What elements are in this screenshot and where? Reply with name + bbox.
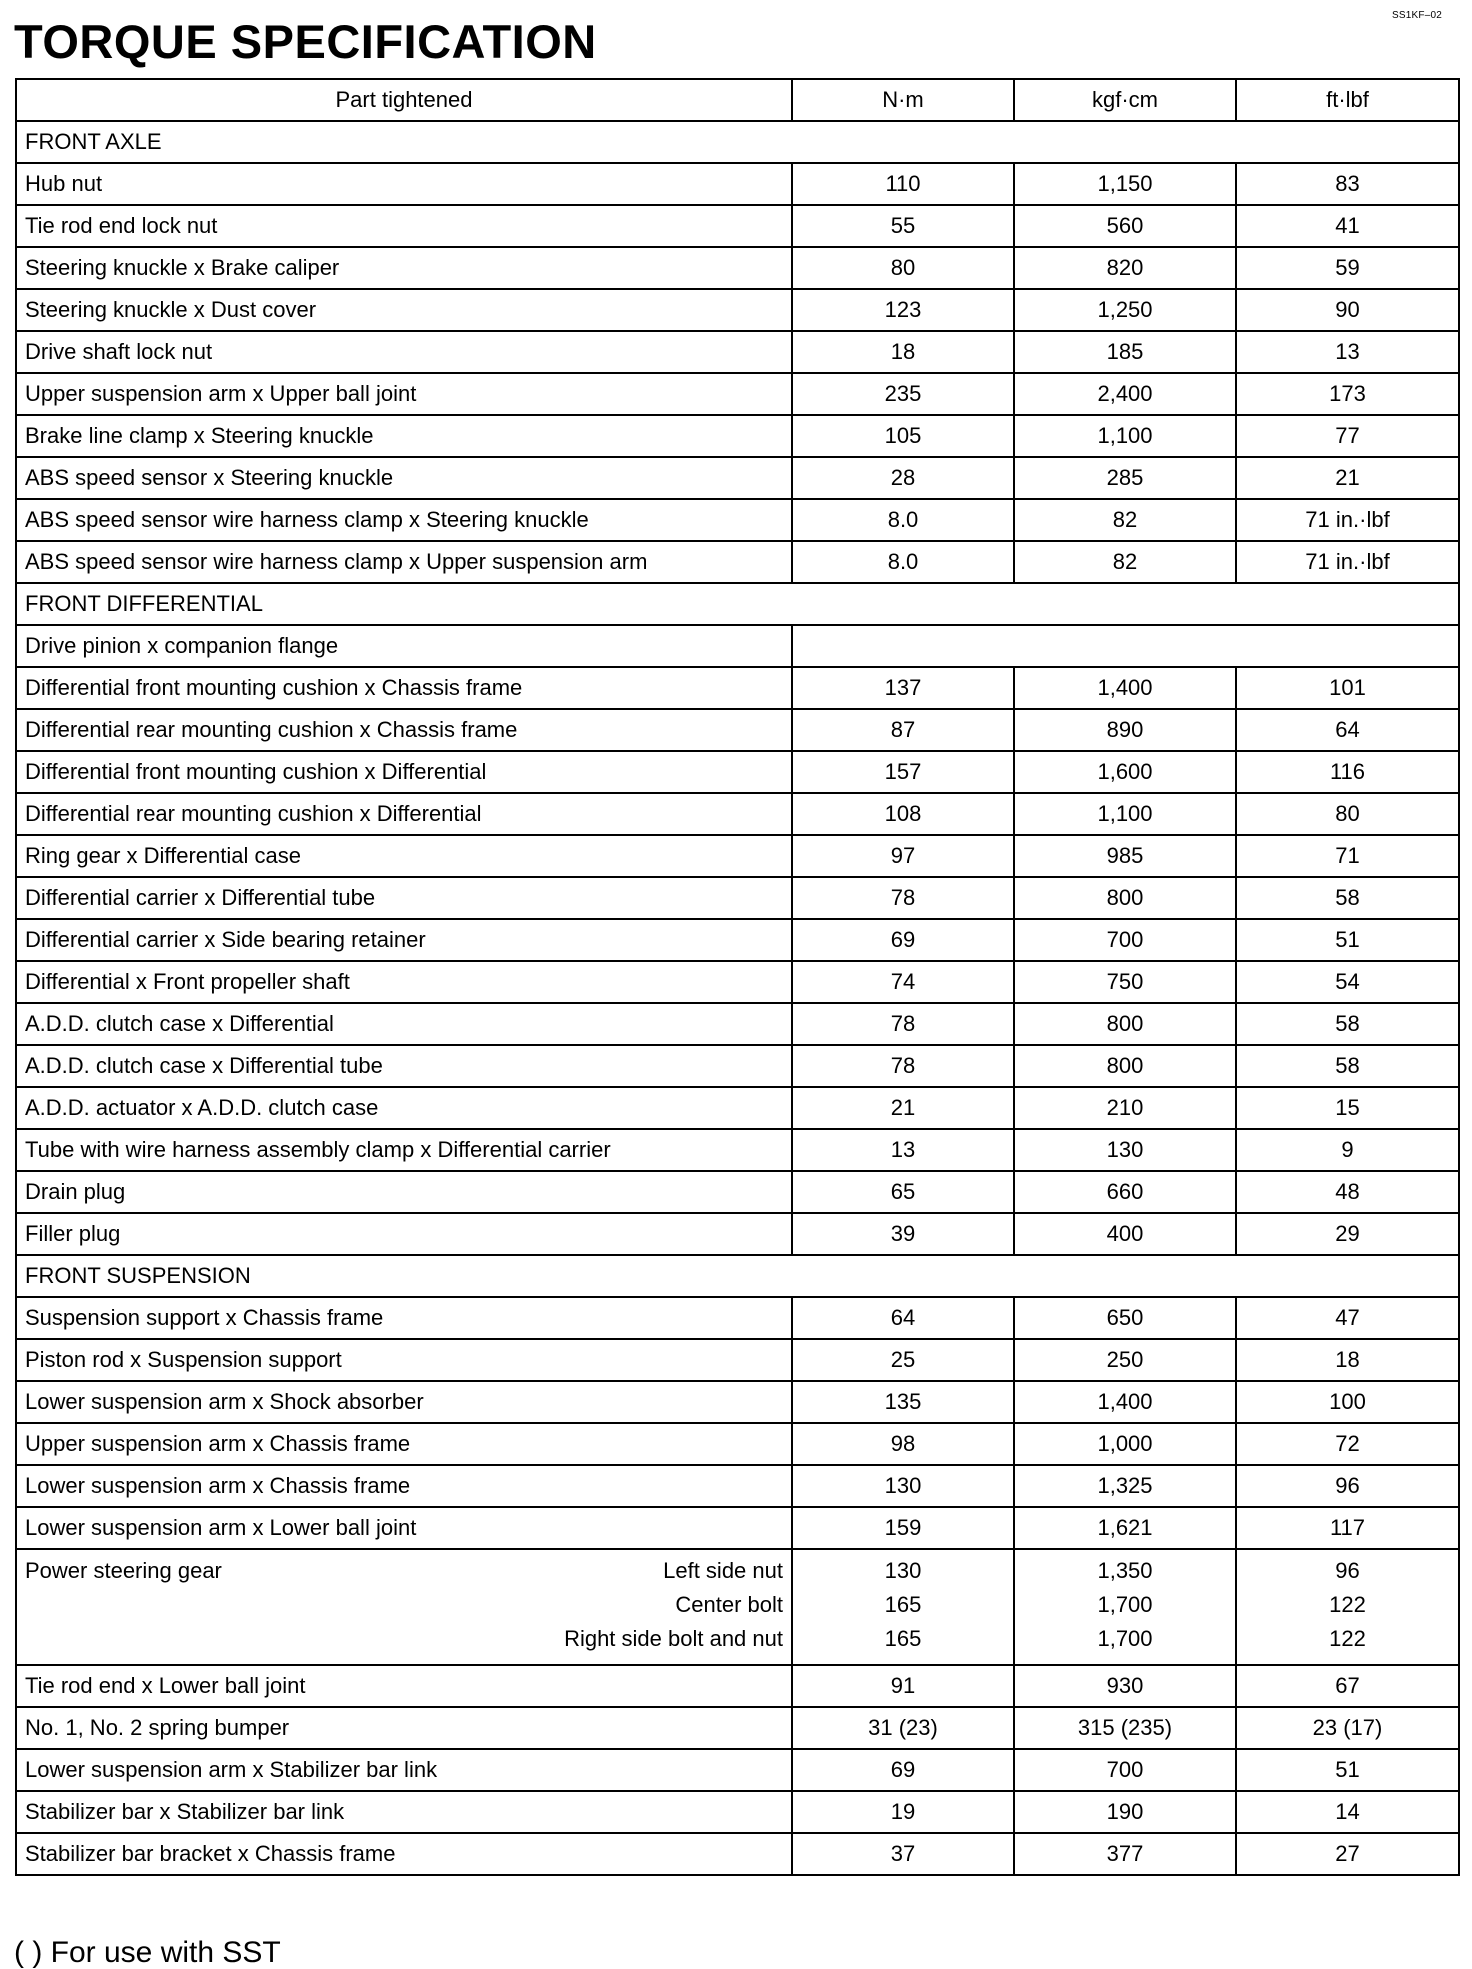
table-row	[16, 751, 1459, 793]
section-title: FRONT DIFFERENTIAL	[16, 583, 1459, 625]
kgf-cell: 700	[1014, 919, 1236, 961]
kgf-cell: 1,621	[1014, 1507, 1236, 1549]
nm-cell: 105	[792, 415, 1014, 457]
section-title: FRONT AXLE	[16, 121, 1459, 163]
kgf-cell: 250	[1014, 1339, 1236, 1381]
table-row	[16, 457, 1459, 499]
part-cell: Ring gear x Differential case	[16, 835, 792, 877]
header-part-tightened: Part tightened	[16, 79, 792, 121]
kgf-cell: 1,100	[1014, 793, 1236, 835]
part-cell: ABS speed sensor wire harness clamp x Upper suspension arm	[16, 541, 792, 583]
kgf-cell: 377	[1014, 1833, 1236, 1875]
part-cell: Steering knuckle x Brake caliper	[16, 247, 792, 289]
nm-cell: 98	[792, 1423, 1014, 1465]
table-row	[16, 1339, 1459, 1381]
table-row	[16, 331, 1459, 373]
table-header-row	[16, 79, 1459, 121]
kgf-cell: 1,100	[1014, 415, 1236, 457]
ft-cell: 9	[1236, 1129, 1459, 1171]
ft-cell: 14	[1236, 1791, 1459, 1833]
header-ft-lbf: ft·lbf	[1236, 79, 1459, 121]
nm-cell: 110	[792, 163, 1014, 205]
kgf-value: 1,700	[1097, 1626, 1153, 1651]
nm-cell: 78	[792, 1045, 1014, 1087]
part-cell: Differential front mounting cushion x Differential	[16, 751, 792, 793]
kgf-cell: 820	[1014, 247, 1236, 289]
table-row	[16, 373, 1459, 415]
page-title: TORQUE SPECIFICATION	[14, 15, 597, 68]
part-cell: Tie rod end x Lower ball joint	[16, 1665, 792, 1707]
table-row	[16, 1507, 1459, 1549]
table-row	[16, 919, 1459, 961]
nm-cell: 37	[792, 1833, 1014, 1875]
part-cell: ABS speed sensor wire harness clamp x Steering knuckle	[16, 499, 792, 541]
part-cell: Upper suspension arm x Chassis frame	[16, 1423, 792, 1465]
table-row	[16, 667, 1459, 709]
part-cell: Hub nut	[16, 163, 792, 205]
ft-cell: 29	[1236, 1213, 1459, 1255]
table-row	[16, 1423, 1459, 1465]
document-code: SS1KF–02	[1392, 10, 1442, 21]
part-cell: Upper suspension arm x Upper ball joint	[16, 373, 792, 415]
nm-cell: 39	[792, 1213, 1014, 1255]
ft-cell: 58	[1236, 1045, 1459, 1087]
nm-cell: 157	[792, 751, 1014, 793]
power-steering-label: Power steering gear	[25, 1558, 222, 1583]
part-cell: Drive shaft lock nut	[16, 331, 792, 373]
kgf-cell: 800	[1014, 877, 1236, 919]
nm-cell: 235	[792, 373, 1014, 415]
kgf-cell: 210	[1014, 1087, 1236, 1129]
ft-cell: 54	[1236, 961, 1459, 1003]
ft-cell: 27	[1236, 1833, 1459, 1875]
nm-cell: 108	[792, 793, 1014, 835]
table-row	[16, 835, 1459, 877]
table-row	[16, 541, 1459, 583]
footnote: ( ) For use with SST	[14, 1936, 281, 1969]
table-row	[16, 247, 1459, 289]
nm-cell: 25	[792, 1339, 1014, 1381]
table-row	[16, 1129, 1459, 1171]
kgf-cell: 660	[1014, 1171, 1236, 1213]
ft-cell: 77	[1236, 415, 1459, 457]
kgf-cell: 1,150	[1014, 163, 1236, 205]
nm-cell: 78	[792, 877, 1014, 919]
nm-cell: 97	[792, 835, 1014, 877]
kgf-cell: 315 (235)	[1014, 1707, 1236, 1749]
ft-cell: 100	[1236, 1381, 1459, 1423]
table-row	[16, 1791, 1459, 1833]
table-row	[16, 1833, 1459, 1875]
table-row	[16, 1003, 1459, 1045]
table-row	[16, 1749, 1459, 1791]
header-kgf-cm: kgf·cm	[1014, 79, 1236, 121]
nm-value: 165	[884, 1626, 922, 1651]
part-cell: Differential carrier x Side bearing retainer	[16, 919, 792, 961]
nm-cell: 21	[792, 1087, 1014, 1129]
part-cell	[16, 1549, 792, 1665]
kgf-cell: 800	[1014, 1045, 1236, 1087]
table-row	[16, 1465, 1459, 1507]
kgf-cell	[1014, 1549, 1236, 1665]
nm-cell: 18	[792, 331, 1014, 373]
table-row	[16, 1381, 1459, 1423]
ft-cell: 47	[1236, 1297, 1459, 1339]
ft-cell: 83	[1236, 163, 1459, 205]
sub-label: Left side nut	[663, 1558, 783, 1583]
kgf-cell: 285	[1014, 457, 1236, 499]
torque-table	[15, 78, 1460, 1876]
table-row	[16, 625, 1459, 667]
ft-cell: 80	[1236, 793, 1459, 835]
kgf-cell: 82	[1014, 541, 1236, 583]
table-row	[16, 1045, 1459, 1087]
ft-cell: 96	[1236, 1465, 1459, 1507]
part-cell: Lower suspension arm x Shock absorber	[16, 1381, 792, 1423]
kgf-cell: 930	[1014, 1665, 1236, 1707]
part-cell: Drive pinion x companion flange	[16, 625, 792, 667]
kgf-value: 1,350	[1097, 1558, 1153, 1583]
nm-cell: 80	[792, 247, 1014, 289]
table-row	[16, 877, 1459, 919]
ft-cell: 117	[1236, 1507, 1459, 1549]
kgf-cell: 890	[1014, 709, 1236, 751]
ft-cell: 48	[1236, 1171, 1459, 1213]
ft-cell: 58	[1236, 877, 1459, 919]
table-row	[16, 1297, 1459, 1339]
table-row	[16, 1213, 1459, 1255]
section-row	[16, 121, 1459, 163]
empty-value-cell	[792, 625, 1459, 667]
kgf-cell: 800	[1014, 1003, 1236, 1045]
kgf-cell: 1,325	[1014, 1465, 1236, 1507]
nm-cell: 74	[792, 961, 1014, 1003]
part-cell: Differential carrier x Differential tube	[16, 877, 792, 919]
part-cell: A.D.D. clutch case x Differential	[16, 1003, 792, 1045]
table-row	[16, 289, 1459, 331]
ft-cell: 23 (17)	[1236, 1707, 1459, 1749]
ft-cell	[1236, 1549, 1459, 1665]
nm-cell: 8.0	[792, 541, 1014, 583]
table-row	[16, 1665, 1459, 1707]
nm-cell: 64	[792, 1297, 1014, 1339]
table-row	[16, 1707, 1459, 1749]
ft-cell: 15	[1236, 1087, 1459, 1129]
table-row	[16, 415, 1459, 457]
ft-cell: 58	[1236, 1003, 1459, 1045]
ft-cell: 41	[1236, 205, 1459, 247]
table-row	[16, 709, 1459, 751]
ft-value: 122	[1329, 1626, 1366, 1651]
table-row	[16, 499, 1459, 541]
part-cell: No. 1, No. 2 spring bumper	[16, 1707, 792, 1749]
ft-cell: 51	[1236, 919, 1459, 961]
nm-cell: 28	[792, 457, 1014, 499]
part-cell: Differential front mounting cushion x Chassis frame	[16, 667, 792, 709]
ft-cell: 71 in.·lbf	[1236, 499, 1459, 541]
nm-cell: 55	[792, 205, 1014, 247]
ft-cell: 71	[1236, 835, 1459, 877]
ft-cell: 90	[1236, 289, 1459, 331]
nm-cell: 31 (23)	[792, 1707, 1014, 1749]
ft-value: 122	[1329, 1592, 1366, 1617]
kgf-cell: 1,000	[1014, 1423, 1236, 1465]
nm-cell: 13	[792, 1129, 1014, 1171]
sub-label: Right side bolt and nut	[564, 1626, 783, 1651]
part-cell: Lower suspension arm x Chassis frame	[16, 1465, 792, 1507]
part-cell: Tube with wire harness assembly clamp x Differential carrier	[16, 1129, 792, 1171]
part-cell: Filler plug	[16, 1213, 792, 1255]
kgf-cell: 1,250	[1014, 289, 1236, 331]
power-steering-gear-row	[16, 1549, 1459, 1665]
nm-cell: 19	[792, 1791, 1014, 1833]
table-row	[16, 961, 1459, 1003]
ft-cell: 51	[1236, 1749, 1459, 1791]
part-cell: Stabilizer bar bracket x Chassis frame	[16, 1833, 792, 1875]
kgf-cell: 750	[1014, 961, 1236, 1003]
part-cell: Drain plug	[16, 1171, 792, 1213]
kgf-cell: 650	[1014, 1297, 1236, 1339]
table-row	[16, 205, 1459, 247]
part-cell: A.D.D. clutch case x Differential tube	[16, 1045, 792, 1087]
part-cell: A.D.D. actuator x A.D.D. clutch case	[16, 1087, 792, 1129]
ft-cell: 116	[1236, 751, 1459, 793]
kgf-cell: 190	[1014, 1791, 1236, 1833]
nm-cell: 87	[792, 709, 1014, 751]
nm-cell: 65	[792, 1171, 1014, 1213]
header-nm: N·m	[792, 79, 1014, 121]
nm-value: 130	[884, 1558, 922, 1583]
part-cell: Differential x Front propeller shaft	[16, 961, 792, 1003]
nm-cell: 137	[792, 667, 1014, 709]
part-cell: Differential rear mounting cushion x Chassis frame	[16, 709, 792, 751]
table-row	[16, 1087, 1459, 1129]
nm-cell: 69	[792, 919, 1014, 961]
kgf-cell: 1,400	[1014, 1381, 1236, 1423]
kgf-cell: 2,400	[1014, 373, 1236, 415]
ft-cell: 18	[1236, 1339, 1459, 1381]
sub-label: Center bolt	[675, 1592, 783, 1617]
kgf-cell: 185	[1014, 331, 1236, 373]
section-row	[16, 583, 1459, 625]
ft-cell: 59	[1236, 247, 1459, 289]
part-cell: ABS speed sensor x Steering knuckle	[16, 457, 792, 499]
kgf-cell: 1,600	[1014, 751, 1236, 793]
part-cell: Stabilizer bar x Stabilizer bar link	[16, 1791, 792, 1833]
kgf-cell: 1,400	[1014, 667, 1236, 709]
nm-cell: 69	[792, 1749, 1014, 1791]
nm-cell: 159	[792, 1507, 1014, 1549]
part-cell: Suspension support x Chassis frame	[16, 1297, 792, 1339]
nm-cell: 8.0	[792, 499, 1014, 541]
nm-cell: 91	[792, 1665, 1014, 1707]
ft-cell: 72	[1236, 1423, 1459, 1465]
part-cell: Differential rear mounting cushion x Differential	[16, 793, 792, 835]
kgf-cell: 400	[1014, 1213, 1236, 1255]
table-row	[16, 1171, 1459, 1213]
nm-cell	[792, 1549, 1014, 1665]
kgf-cell: 130	[1014, 1129, 1236, 1171]
nm-cell: 130	[792, 1465, 1014, 1507]
ft-value: 96	[1335, 1558, 1360, 1583]
nm-cell: 78	[792, 1003, 1014, 1045]
part-cell: Brake line clamp x Steering knuckle	[16, 415, 792, 457]
ft-cell: 71 in.·lbf	[1236, 541, 1459, 583]
kgf-cell: 560	[1014, 205, 1236, 247]
ft-cell: 101	[1236, 667, 1459, 709]
kgf-cell: 82	[1014, 499, 1236, 541]
ft-cell: 13	[1236, 331, 1459, 373]
kgf-cell: 985	[1014, 835, 1236, 877]
part-cell: Lower suspension arm x Stabilizer bar link	[16, 1749, 792, 1791]
ft-cell: 67	[1236, 1665, 1459, 1707]
ft-cell: 64	[1236, 709, 1459, 751]
part-cell: Steering knuckle x Dust cover	[16, 289, 792, 331]
ft-cell: 21	[1236, 457, 1459, 499]
nm-value: 165	[884, 1592, 922, 1617]
part-cell: Lower suspension arm x Lower ball joint	[16, 1507, 792, 1549]
part-cell: Tie rod end lock nut	[16, 205, 792, 247]
section-row	[16, 1255, 1459, 1297]
kgf-cell: 700	[1014, 1749, 1236, 1791]
table-row	[16, 793, 1459, 835]
kgf-value: 1,700	[1097, 1592, 1153, 1617]
ft-cell: 173	[1236, 373, 1459, 415]
part-cell: Piston rod x Suspension support	[16, 1339, 792, 1381]
nm-cell: 123	[792, 289, 1014, 331]
table-row	[16, 163, 1459, 205]
nm-cell: 135	[792, 1381, 1014, 1423]
section-title: FRONT SUSPENSION	[16, 1255, 1459, 1297]
